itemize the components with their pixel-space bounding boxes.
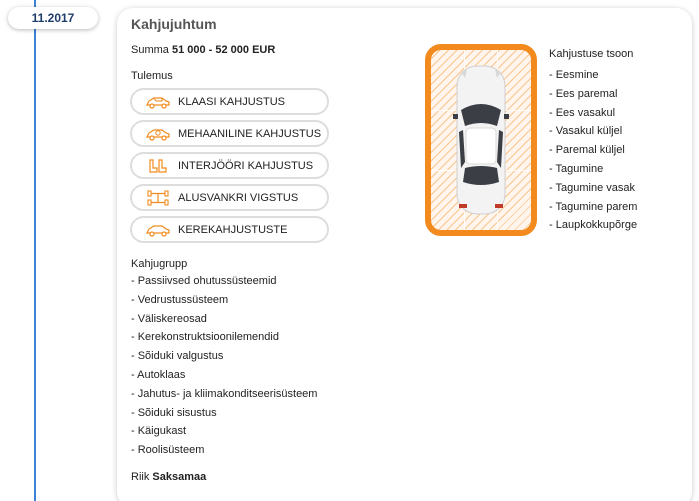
result-mechanical-damage (130, 120, 329, 147)
result-glass-damage (130, 88, 329, 115)
timeline-date-badge: 11.2017 (8, 7, 98, 29)
result-interior-damage (130, 152, 329, 179)
list-item: - Paremal küljel (549, 144, 625, 157)
list-item: - Passiivsed ohutussüsteemid (131, 275, 277, 287)
car-glass-icon (144, 94, 172, 110)
damage-group-label: Kahjugrupp (131, 258, 188, 270)
damage-zone-list (549, 66, 637, 235)
result-chassis-damage (130, 184, 329, 211)
list-item: - Eesmine (549, 69, 599, 81)
result-label: ALUSVANKRI VIGSTUS (178, 191, 299, 204)
car-top-view-icon (451, 64, 511, 216)
sum-label: Summa (131, 44, 169, 56)
damage-zone-diagram (425, 44, 537, 236)
sum-value: 51 000 - 52 000 EUR (171, 44, 276, 56)
results-label: Tulemus (131, 70, 173, 82)
list-item: - Kerekonstruktsioonilemendid (131, 331, 279, 344)
car-mechanical-icon (144, 126, 172, 142)
list-item: - Käigukast (131, 425, 187, 438)
list-item: - Ees paremal (549, 87, 618, 100)
list-item: - Tagumine (549, 162, 604, 175)
result-label: INTERJÖÖRI KAHJUSTUS (178, 159, 314, 172)
car-body-icon (144, 222, 172, 238)
list-item: - Roolisüsteem (131, 444, 205, 457)
sum-row (131, 44, 275, 56)
damage-case-card (117, 8, 692, 501)
list-item: - Ees vasakul (549, 106, 616, 119)
result-label: KLAASI KAHJUSTUS (178, 95, 285, 108)
result-label: MEHAANILINE KAHJUSTUS (178, 127, 322, 140)
country-value: Saksamaa (152, 471, 207, 483)
list-item: - Vedrustussüsteem (131, 293, 229, 306)
country-row (131, 471, 206, 483)
damage-group-list (131, 272, 317, 460)
list-item: - Autoklaas (131, 368, 186, 381)
damage-zone-label: Kahjustuse tsoon (549, 48, 634, 60)
list-item: - Väliskereosad (131, 312, 207, 325)
car-seats-icon (144, 158, 172, 174)
list-item: - Sõiduki valgustus (131, 350, 224, 363)
chassis-icon (144, 190, 172, 206)
list-item: - Laupkokkupõrge (549, 219, 638, 232)
list-item: - Sõiduki sisustus (131, 406, 217, 419)
list-item: - Tagumine parem (549, 200, 638, 213)
list-item: - Tagumine vasak (549, 181, 636, 194)
result-body-damage (130, 216, 329, 243)
list-item: - Jahutus- ja kliimakonditseerisüsteem (131, 387, 318, 400)
result-label: KEREKAHJUSTUSTE (178, 223, 288, 236)
timeline-line (34, 0, 36, 501)
country-label: Riik (131, 471, 150, 483)
card-title: Kahjujuhtum (131, 16, 217, 32)
list-item: - Vasakul küljel (549, 125, 623, 138)
